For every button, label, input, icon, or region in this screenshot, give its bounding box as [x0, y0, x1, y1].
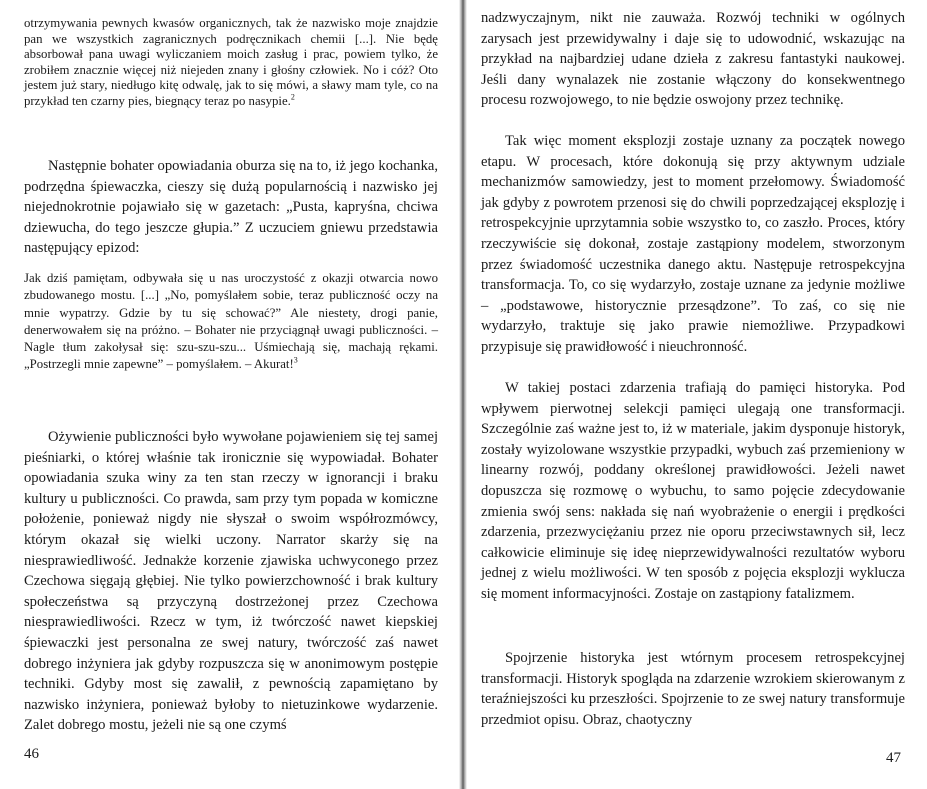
footnote-marker-3: 3 [293, 356, 298, 366]
left-page [0, 0, 462, 789]
right-paragraph-4: Spojrzenie historyka jest wtórnym procesem retrospekcyjnej transformacji. Historyk spogląda na zdarzenie wzrokiem skierowanym z teraźniejszości ku przeszłości. Spojrzenie to ze swej natury transformuje przedmiot opisu. Obraz, chaotyczny [481, 650, 905, 728]
left-paragraph-2: Następnie bohater opowiadania oburza się na to, iż jego kochanka, podrzędna śpiewaczka, cieszy się dużą popularnością i nazwisko jej niejednokrotnie pojawiało się w gazetach: „Pusta, kapryśna, chciwa dziewucha, do tego jeszcze głupia.” Z uczuciem gniewu przedstawia następujący epizod: [24, 158, 438, 257]
right-page-number: 47 [886, 750, 901, 766]
footnote-marker-2: 2 [290, 92, 295, 102]
left-page-number: 46 [24, 746, 39, 762]
left-top-paragraph-text: otrzymywania pewnych kwasów organicznych, tak że nazwisko moje znajdzie pan we wszystkich zagranicznych podręcznikach chemii [...]. Nie będę absorbował pana uwagi wyliczaniem moich zasług i prac, powiem tylko, że zrobiłem znacznie więcej niż niejeden znany i głośny człowiek. No i cóż? Oto jestem już stary, niedługo kitę odwalę, jak to się mówi, a sławy mam tyle, co na przykład ten czarny pies, biegnący teraz po nasypie. [24, 16, 438, 108]
left-quote-text: Jak dziś pamiętam, odbywała się u nas uroczystość z okazji otwarcia nowo zbudowanego mostu. [...] „No, pomyślałem sobie, teraz publiczność oczy na mnie wypatrzy. Gdzie by tu się schować?” Ale niestety, drogi panie, denerwowałem się na próżno. – Bohater nie przyciągnął uwagi publiczności. – Nagle tłum zakołysał się: szu-szu-szu... Uśmiechają się, machają rękami. „Postrzegli mnie zapewne” – pomyślałem. – Akurat! [24, 271, 438, 372]
right-paragraph-1: nadzwyczajnym, nikt nie zauważa. Rozwój techniki w ogólnych zarysach jest przewidywalny i daje się to udowodnić, wskazując na przykład na najbardziej udane dzieła z zakresu fantastyki naukowej. Jeśli dany wynalazek nie zostanie włączony do konsekwentnego procesu rozwojowego, to nie będzie oswojony przez technikę. [481, 10, 905, 109]
left-top-paragraph [24, 16, 438, 110]
right-page [466, 0, 927, 789]
right-paragraph-3: W takiej postaci zdarzenia trafiają do pamięci historyka. Pod wpływem pierwotnej selekcji pamięci ulegają one transformacji. Szczególnie zaś ważne jest to, iż w materiale, jakim dysponuje historyk, zostały wyizolowane wszystkie przypadki, wybuch zaś przemieniony w linearny rozwój, poddany określonej prawidłowości. Jeżeli nawet dopuszcza się rozmowę o wybuchu, to samo pojęcie zdecydowanie zmienia swój sens: nakłada się nań wyobrażenie o energii i prędkości zdarzenia, przezwyciężaniu przez nie oporu przeciwstawnych sił, lecz całkowicie eliminuje się ideę nieprzewidywalności rezultatów wyboru jednej z wielu możliwości. W ten sposób z pojęcia eksplozji wyklucza się moment informacyjności. Zostaje on zastąpiony fatalizmem. [481, 380, 905, 602]
right-paragraph-2: Tak więc moment eksplozji zostaje uznany za początek nowego etapu. W procesach, które dokonują się przy aktywnym udziale mechanizmów samowiedzy, jest to moment przełomowy. Świadomość jak gdyby z powrotem przenosi się do chwili poprzedzającej eksplozję i retrospekcyjnie uprzytamnia sobie wszystko to, co zaszło. Proces, który rzeczywiście się dokonał, zostaje zastąpiony modelem, stworzonym przez świadomość uczestnika danego aktu. Następuje retrospekcyjna transformacja. To, co się wydarzyło, zostaje uznane za jedynie możliwe – „podstawowe, historycznie przesądzone”. To zaś, co się nie wydarzyło, traktuje się jako prawie niemożliwe. Przypadkowi przypisuje się prawidłowość i nieuchronność. [481, 133, 905, 355]
left-paragraph-3: Ożywienie publiczności było wywołane pojawieniem się tej samej pieśniarki, o której właśnie tak ironicznie się wypowiadał. Bohater opowiadania szuka winy za ten stan rzeczy w ignorancji i braku kultury u publiczności. Co prawda, sam przy tym popada w komiczne położenie, ponieważ nigdy nie słyszał o swoim współrozmówcy, którym okazał się wielki uczony. Narrator skarży się na niesprawiedliwość. Jednakże korzenie zjawiska uchwyconego przez Czechowa sięgają głębiej. Nie tylko powierzchowność i brak kultury społeczeństwa są przyczyną dostrzeżonej przez Czechowa niesprawiedliwości. Rzecz w tym, iż twórczość nawet kiepskiej śpiewaczki jest personalna ze swej natury, twórczość zaś nawet dobrego inżyniera jak gdyby rozpuszcza się w anonimowym postępie techniki. Gdyby most się zawalił, z pewnością zapamiętano by nazwisko inżyniera, ponieważ byłoby to nietuzinkowe wydarzenie. Zalet dobrego mostu, jeżeli nie są one czymś [24, 429, 438, 734]
left-quote-block [24, 270, 438, 374]
